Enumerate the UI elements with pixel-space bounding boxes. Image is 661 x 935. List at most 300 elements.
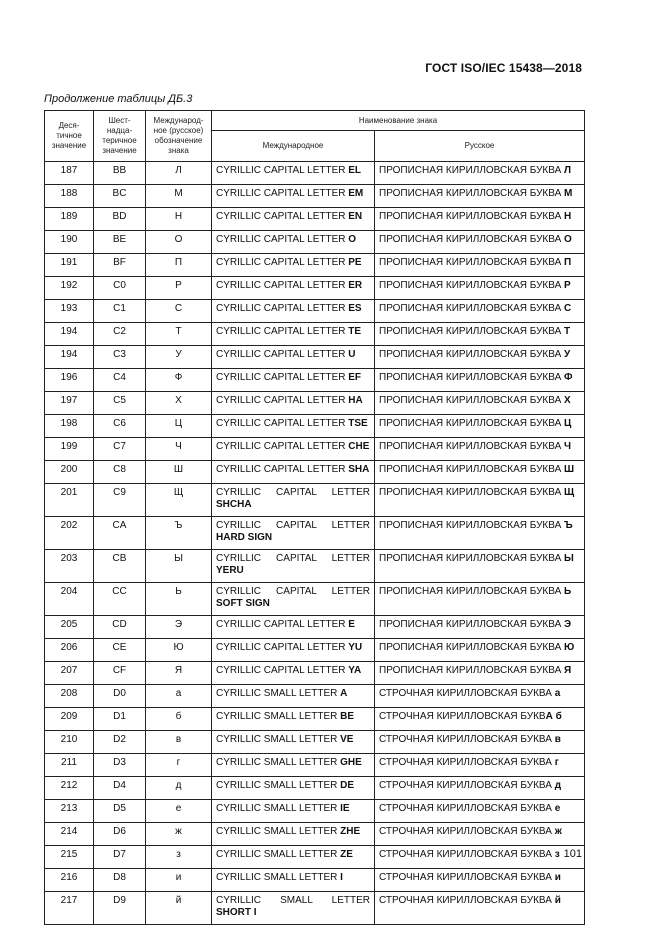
cell-russian-name	[375, 254, 585, 277]
rus-name-prefix: ПРОПИСНАЯ КИРИЛЛОВСКАЯ БУКВА	[379, 418, 565, 429]
cell-glyph: ж	[146, 823, 212, 846]
cell-glyph: О	[146, 231, 212, 254]
rus-name-prefix: ПРОПИСНАЯ КИРИЛЛОВСКАЯ БУКВА	[379, 665, 565, 676]
intl-name-key: CHE	[348, 441, 370, 452]
table-row	[45, 662, 585, 685]
rus-name-prefix: ПРОПИСНАЯ КИРИЛЛОВСКАЯ БУКВА	[379, 642, 565, 653]
rus-name-key: а	[554, 688, 561, 699]
intl-name-prefix: CYRILLIC CAPITAL LETTER	[216, 349, 349, 360]
cell-russian-name	[375, 892, 585, 925]
cell-glyph: Ы	[146, 550, 212, 583]
intl-name-prefix: CYRILLIC CAPITAL LETTER	[216, 188, 349, 199]
cell-hex: D0	[94, 685, 146, 708]
table-row	[45, 369, 585, 392]
cell-international-name	[212, 892, 375, 925]
rus-name-prefix: ПРОПИСНАЯ КИРИЛЛОВСКАЯ БУКВА	[379, 211, 565, 222]
rus-name-key: Т	[564, 326, 571, 337]
rus-name-prefix: СТРОЧНАЯ КИРИЛЛОВСКАЯ БУКВА	[379, 688, 555, 699]
header-hex: Шест- надца- теричное значение	[94, 111, 146, 162]
table-header	[45, 111, 585, 162]
rus-name-key: Ь	[564, 586, 572, 597]
rus-name-key: з	[554, 849, 560, 860]
cell-international-name	[212, 708, 375, 731]
cell-hex: BE	[94, 231, 146, 254]
table-row	[45, 550, 585, 583]
cell-hex: C8	[94, 461, 146, 484]
rus-name-key: А б	[545, 711, 562, 722]
intl-name-prefix: CYRILLIC CAPITAL LETTER	[216, 234, 349, 245]
cell-hex: C4	[94, 369, 146, 392]
cell-international-name	[212, 616, 375, 639]
intl-name-prefix: CYRILLIC CAPITAL LETTER	[216, 372, 349, 383]
cell-russian-name	[375, 869, 585, 892]
rus-name-key: О	[564, 234, 572, 245]
rus-name-prefix: ПРОПИСНАЯ КИРИЛЛОВСКАЯ БУКВА	[379, 487, 565, 498]
cell-international-name	[212, 823, 375, 846]
rus-name-key: Ш	[564, 464, 575, 475]
rus-name-key: Э	[564, 619, 572, 630]
cell-russian-name	[375, 346, 585, 369]
intl-name-key: DE	[340, 780, 355, 791]
cell-glyph: С	[146, 300, 212, 323]
rus-name-key: и	[554, 872, 561, 883]
cell-glyph: Ф	[146, 369, 212, 392]
intl-name-key: SOFT SIGN	[216, 597, 270, 609]
cell-decimal: 200	[45, 461, 94, 484]
intl-name-key: ZE	[340, 849, 353, 860]
cell-international-name	[212, 800, 375, 823]
intl-name-prefix: CYRILLIC SMALL LETTER	[216, 872, 341, 883]
cell-hex: C6	[94, 415, 146, 438]
cell-hex: D8	[94, 869, 146, 892]
cell-international-name	[212, 461, 375, 484]
cell-decimal: 197	[45, 392, 94, 415]
intl-name-key: IE	[340, 803, 350, 814]
cell-glyph: Ц	[146, 415, 212, 438]
cell-decimal: 213	[45, 800, 94, 823]
document-header: ГОСТ ISO/IEC 15438—2018	[425, 61, 582, 75]
intl-name-prefix: CYRILLIC CAPITAL LETTER	[216, 619, 349, 630]
rus-name-key: Щ	[564, 487, 575, 498]
cell-international-name	[212, 639, 375, 662]
cell-glyph: й	[146, 892, 212, 925]
rus-name-prefix: ПРОПИСНАЯ КИРИЛЛОВСКАЯ БУКВА	[379, 349, 565, 360]
table-row	[45, 846, 585, 869]
intl-name-key: SHORT I	[216, 906, 257, 918]
rus-name-prefix: ПРОПИСНАЯ КИРИЛЛОВСКАЯ БУКВА	[379, 586, 565, 597]
cell-decimal: 207	[45, 662, 94, 685]
cell-decimal: 192	[45, 277, 94, 300]
cell-decimal: 208	[45, 685, 94, 708]
cell-international-name	[212, 346, 375, 369]
cell-decimal: 194	[45, 346, 94, 369]
table-row	[45, 583, 585, 616]
cell-russian-name	[375, 708, 585, 731]
cell-international-name	[212, 777, 375, 800]
cell-glyph: Ю	[146, 639, 212, 662]
cell-russian-name	[375, 300, 585, 323]
cell-hex: BB	[94, 162, 146, 185]
page-number: 101	[563, 848, 582, 860]
table-row	[45, 708, 585, 731]
cell-international-name	[212, 754, 375, 777]
intl-name-prefix: CYRILLIC CAPITAL LETTER	[216, 211, 349, 222]
table-row	[45, 484, 585, 517]
intl-name-prefix: CYRILLIC CAPITAL LETTER	[216, 280, 349, 291]
intl-name-key: EF	[348, 372, 362, 383]
cell-decimal: 215	[45, 846, 94, 869]
table-caption: Продолжение таблицы ДБ.3	[44, 93, 193, 105]
cell-hex: CB	[94, 550, 146, 583]
cell-international-name	[212, 392, 375, 415]
intl-name-key: ES	[348, 303, 362, 314]
intl-name-key: GHE	[340, 757, 362, 768]
cell-russian-name	[375, 616, 585, 639]
cell-decimal: 188	[45, 185, 94, 208]
cell-decimal: 189	[45, 208, 94, 231]
header-name-group: Наименование знака	[212, 111, 585, 131]
rus-name-key: Ъ	[564, 520, 573, 531]
cell-russian-name	[375, 846, 585, 869]
rus-name-prefix: ПРОПИСНАЯ КИРИЛЛОВСКАЯ БУКВА	[379, 188, 565, 199]
rus-name-key: П	[564, 257, 572, 268]
intl-name-prefix: CYRILLIC SMALL LETTER	[216, 757, 341, 768]
cell-decimal: 210	[45, 731, 94, 754]
intl-name-prefix: CYRILLIC CAPITAL LETTER	[216, 665, 349, 676]
cell-russian-name	[375, 583, 585, 616]
rus-name-prefix: ПРОПИСНАЯ КИРИЛЛОВСКАЯ БУКВА	[379, 553, 565, 564]
cell-glyph: е	[146, 800, 212, 823]
cell-glyph: Л	[146, 162, 212, 185]
cell-glyph: Щ	[146, 484, 212, 517]
intl-name-key: A	[340, 688, 348, 699]
header-russian: Русское	[375, 131, 585, 162]
rus-name-prefix: ПРОПИСНАЯ КИРИЛЛОВСКАЯ БУКВА	[379, 441, 565, 452]
cell-decimal: 204	[45, 583, 94, 616]
intl-name-prefix: CYRILLIC SMALL LETTER	[216, 895, 370, 906]
cell-hex: D7	[94, 846, 146, 869]
cell-russian-name	[375, 484, 585, 517]
rus-name-key: Л	[564, 165, 572, 176]
rus-name-prefix: СТРОЧНАЯ КИРИЛЛОВСКАЯ БУКВА	[379, 872, 555, 883]
rus-name-prefix: СТРОЧНАЯ КИРИЛЛОВСКАЯ БУКВ	[379, 711, 546, 722]
table-row	[45, 800, 585, 823]
rus-name-prefix: СТРОЧНАЯ КИРИЛЛОВСКАЯ БУКВА	[379, 849, 555, 860]
cell-decimal: 194	[45, 323, 94, 346]
rus-name-prefix: ПРОПИСНАЯ КИРИЛЛОВСКАЯ БУКВА	[379, 257, 565, 268]
cell-hex: C0	[94, 277, 146, 300]
cell-international-name	[212, 517, 375, 550]
cell-decimal: 214	[45, 823, 94, 846]
cell-hex: C2	[94, 323, 146, 346]
cell-hex: D5	[94, 800, 146, 823]
intl-name-key: TE	[348, 326, 362, 337]
cell-international-name	[212, 685, 375, 708]
table-row	[45, 639, 585, 662]
table-row	[45, 731, 585, 754]
table-row	[45, 754, 585, 777]
cell-international-name	[212, 369, 375, 392]
table-row	[45, 346, 585, 369]
header-international: Международное	[212, 131, 375, 162]
intl-name-prefix: CYRILLIC CAPITAL LETTER	[216, 487, 370, 498]
rus-name-key: г	[554, 757, 559, 768]
cell-international-name	[212, 662, 375, 685]
cell-international-name	[212, 846, 375, 869]
cell-international-name	[212, 162, 375, 185]
rus-name-prefix: ПРОПИСНАЯ КИРИЛЛОВСКАЯ БУКВА	[379, 165, 565, 176]
cell-glyph: Т	[146, 323, 212, 346]
cell-russian-name	[375, 662, 585, 685]
intl-name-key: ZHE	[340, 826, 361, 837]
cell-international-name	[212, 484, 375, 517]
cell-glyph: а	[146, 685, 212, 708]
rus-name-key: Х	[564, 395, 571, 406]
rus-name-key: У	[564, 349, 571, 360]
intl-name-prefix: CYRILLIC SMALL LETTER	[216, 780, 341, 791]
cell-glyph: Р	[146, 277, 212, 300]
intl-name-prefix: CYRILLIC CAPITAL LETTER	[216, 303, 349, 314]
rus-name-key: в	[554, 734, 561, 745]
rus-name-key: Ы	[564, 553, 574, 564]
intl-name-key: SHCHA	[216, 498, 252, 510]
rus-name-key: М	[564, 188, 573, 199]
intl-name-key: O	[348, 234, 357, 245]
cell-glyph: Я	[146, 662, 212, 685]
intl-name-key: YA	[348, 665, 362, 676]
cell-hex: D3	[94, 754, 146, 777]
intl-name-prefix: CYRILLIC SMALL LETTER	[216, 849, 341, 860]
cell-hex: BD	[94, 208, 146, 231]
intl-name-prefix: CYRILLIC CAPITAL LETTER	[216, 520, 370, 531]
rus-name-key: Р	[564, 280, 571, 291]
intl-name-key: SHA	[348, 464, 370, 475]
rus-name-key: С	[564, 303, 572, 314]
rus-name-key: е	[554, 803, 561, 814]
cell-decimal: 193	[45, 300, 94, 323]
cell-russian-name	[375, 369, 585, 392]
cell-russian-name	[375, 231, 585, 254]
rus-name-prefix: СТРОЧНАЯ КИРИЛЛОВСКАЯ БУКВА	[379, 780, 555, 791]
cell-international-name	[212, 231, 375, 254]
cell-international-name	[212, 731, 375, 754]
header-glyph: Международ- ное (русское) обозначение знака	[146, 111, 212, 162]
cell-glyph: Ч	[146, 438, 212, 461]
intl-name-prefix: CYRILLIC CAPITAL LETTER	[216, 395, 349, 406]
intl-name-prefix: CYRILLIC CAPITAL LETTER	[216, 165, 349, 176]
table-row	[45, 231, 585, 254]
intl-name-prefix: CYRILLIC CAPITAL LETTER	[216, 642, 349, 653]
cell-international-name	[212, 300, 375, 323]
rus-name-key: Я	[564, 665, 572, 676]
table-row	[45, 323, 585, 346]
rus-name-key: Н	[564, 211, 572, 222]
rus-name-key: й	[554, 895, 561, 906]
cell-russian-name	[375, 517, 585, 550]
intl-name-key: YERU	[216, 564, 244, 576]
intl-name-prefix: CYRILLIC SMALL LETTER	[216, 826, 341, 837]
rus-name-prefix: ПРОПИСНАЯ КИРИЛЛОВСКАЯ БУКВА	[379, 520, 565, 531]
cell-decimal: 201	[45, 484, 94, 517]
cell-glyph: Ъ	[146, 517, 212, 550]
cell-russian-name	[375, 185, 585, 208]
cell-hex: D1	[94, 708, 146, 731]
table-row	[45, 616, 585, 639]
rus-name-prefix: ПРОПИСНАЯ КИРИЛЛОВСКАЯ БУКВА	[379, 280, 565, 291]
intl-name-prefix: CYRILLIC SMALL LETTER	[216, 734, 341, 745]
rus-name-prefix: ПРОПИСНАЯ КИРИЛЛОВСКАЯ БУКВА	[379, 303, 565, 314]
rus-name-key: Ю	[564, 642, 575, 653]
cell-decimal: 191	[45, 254, 94, 277]
cell-glyph: П	[146, 254, 212, 277]
table-row	[45, 685, 585, 708]
table-row	[45, 415, 585, 438]
intl-name-key: EN	[348, 211, 363, 222]
rus-name-key: Ф	[564, 372, 573, 383]
cell-international-name	[212, 415, 375, 438]
cell-russian-name	[375, 639, 585, 662]
cell-hex: C5	[94, 392, 146, 415]
rus-name-key: Ц	[564, 418, 572, 429]
cell-decimal: 211	[45, 754, 94, 777]
rus-name-prefix: СТРОЧНАЯ КИРИЛЛОВСКАЯ БУКВА	[379, 895, 555, 906]
cell-glyph: Х	[146, 392, 212, 415]
cell-hex: D6	[94, 823, 146, 846]
cell-glyph: в	[146, 731, 212, 754]
cell-decimal: 212	[45, 777, 94, 800]
cell-russian-name	[375, 461, 585, 484]
cell-hex: D2	[94, 731, 146, 754]
cell-decimal: 190	[45, 231, 94, 254]
table-row	[45, 777, 585, 800]
cell-hex: CF	[94, 662, 146, 685]
intl-name-key: EL	[348, 165, 362, 176]
cell-hex: C7	[94, 438, 146, 461]
table-row	[45, 892, 585, 925]
cell-decimal: 198	[45, 415, 94, 438]
cell-hex: C9	[94, 484, 146, 517]
table-row	[45, 162, 585, 185]
intl-name-key: VE	[340, 734, 354, 745]
cell-hex: C1	[94, 300, 146, 323]
cell-international-name	[212, 438, 375, 461]
table-row	[45, 392, 585, 415]
cell-international-name	[212, 550, 375, 583]
table-row	[45, 517, 585, 550]
cell-russian-name	[375, 754, 585, 777]
cell-decimal: 196	[45, 369, 94, 392]
cell-glyph: з	[146, 846, 212, 869]
intl-name-prefix: CYRILLIC CAPITAL LETTER	[216, 441, 349, 452]
cell-hex: D4	[94, 777, 146, 800]
cell-glyph: У	[146, 346, 212, 369]
intl-name-prefix: CYRILLIC SMALL LETTER	[216, 803, 341, 814]
intl-name-prefix: CYRILLIC SMALL LETTER	[216, 711, 341, 722]
cell-decimal: 187	[45, 162, 94, 185]
cell-decimal: 206	[45, 639, 94, 662]
table-row	[45, 300, 585, 323]
cell-decimal: 216	[45, 869, 94, 892]
rus-name-prefix: СТРОЧНАЯ КИРИЛЛОВСКАЯ БУКВА	[379, 826, 555, 837]
intl-name-key: YU	[348, 642, 363, 653]
cell-international-name	[212, 185, 375, 208]
intl-name-prefix: CYRILLIC CAPITAL LETTER	[216, 418, 349, 429]
cell-hex: C3	[94, 346, 146, 369]
intl-name-prefix: CYRILLIC CAPITAL LETTER	[216, 464, 349, 475]
character-code-table	[44, 110, 585, 925]
rus-name-prefix: ПРОПИСНАЯ КИРИЛЛОВСКАЯ БУКВА	[379, 619, 565, 630]
cell-russian-name	[375, 415, 585, 438]
cell-russian-name	[375, 162, 585, 185]
cell-glyph: б	[146, 708, 212, 731]
rus-name-key: Ч	[564, 441, 572, 452]
intl-name-prefix: CYRILLIC CAPITAL LETTER	[216, 326, 349, 337]
rus-name-prefix: ПРОПИСНАЯ КИРИЛЛОВСКАЯ БУКВА	[379, 395, 565, 406]
cell-decimal: 205	[45, 616, 94, 639]
cell-hex: CA	[94, 517, 146, 550]
intl-name-key: U	[348, 349, 356, 360]
cell-hex: CC	[94, 583, 146, 616]
cell-glyph: Ь	[146, 583, 212, 616]
cell-russian-name	[375, 777, 585, 800]
cell-glyph: г	[146, 754, 212, 777]
cell-hex: BC	[94, 185, 146, 208]
cell-russian-name	[375, 685, 585, 708]
rus-name-prefix: ПРОПИСНАЯ КИРИЛЛОВСКАЯ БУКВА	[379, 234, 565, 245]
intl-name-key: HA	[348, 395, 363, 406]
cell-glyph: д	[146, 777, 212, 800]
intl-name-prefix: CYRILLIC SMALL LETTER	[216, 688, 341, 699]
cell-russian-name	[375, 392, 585, 415]
cell-hex: CE	[94, 639, 146, 662]
intl-name-prefix: CYRILLIC CAPITAL LETTER	[216, 257, 349, 268]
rus-name-key: д	[554, 780, 562, 791]
rus-name-prefix: ПРОПИСНАЯ КИРИЛЛОВСКАЯ БУКВА	[379, 326, 565, 337]
cell-decimal: 209	[45, 708, 94, 731]
cell-international-name	[212, 254, 375, 277]
header-decimal: Деся- тичное значение	[45, 111, 94, 162]
cell-hex: CD	[94, 616, 146, 639]
table-row	[45, 277, 585, 300]
intl-name-key: BE	[340, 711, 355, 722]
intl-name-key: HARD SIGN	[216, 531, 273, 543]
table-row	[45, 823, 585, 846]
intl-name-prefix: CYRILLIC CAPITAL LETTER	[216, 586, 370, 597]
rus-name-prefix: ПРОПИСНАЯ КИРИЛЛОВСКАЯ БУКВА	[379, 372, 565, 383]
intl-name-prefix: CYRILLIC CAPITAL LETTER	[216, 553, 370, 564]
cell-russian-name	[375, 323, 585, 346]
cell-decimal: 202	[45, 517, 94, 550]
cell-russian-name	[375, 550, 585, 583]
cell-international-name	[212, 277, 375, 300]
table-row	[45, 185, 585, 208]
cell-decimal: 217	[45, 892, 94, 925]
table-row	[45, 438, 585, 461]
cell-russian-name	[375, 800, 585, 823]
cell-international-name	[212, 323, 375, 346]
table-row	[45, 461, 585, 484]
intl-name-key: ER	[348, 280, 363, 291]
cell-decimal: 199	[45, 438, 94, 461]
intl-name-key: E	[348, 619, 355, 630]
cell-russian-name	[375, 731, 585, 754]
cell-decimal: 203	[45, 550, 94, 583]
cell-russian-name	[375, 438, 585, 461]
rus-name-prefix: СТРОЧНАЯ КИРИЛЛОВСКАЯ БУКВА	[379, 803, 555, 814]
cell-glyph: Н	[146, 208, 212, 231]
intl-name-key: I	[340, 872, 343, 883]
cell-glyph: и	[146, 869, 212, 892]
